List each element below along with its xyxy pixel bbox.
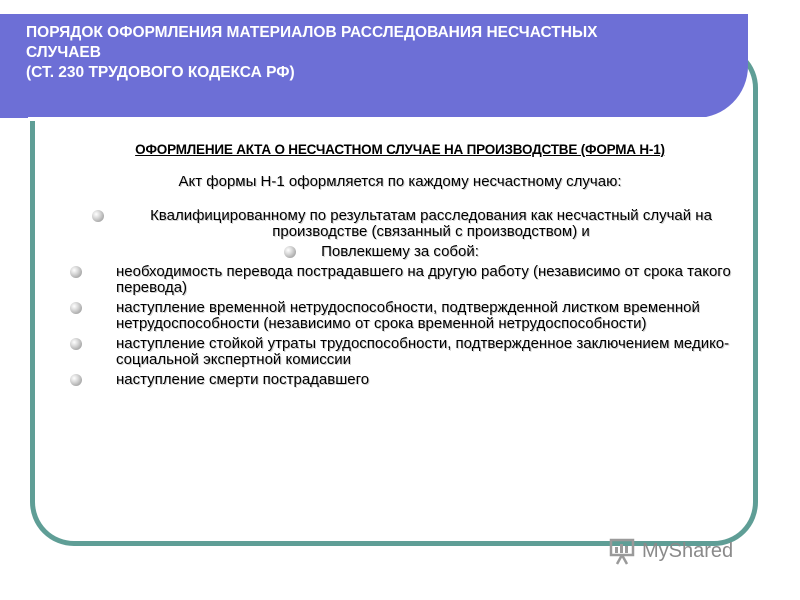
list-item (40, 244, 760, 260)
page-title (26, 23, 716, 83)
intro-text: Акт формы Н-1 оформляется по каждому несчастному случаю: (178, 173, 622, 190)
list-item-text: необходимость перевода пострадавшего на другую работу (независимо от срока такого перевода) (116, 263, 731, 296)
myshared-logo[interactable] (608, 536, 733, 566)
list-item-text: наступление временной нетрудоспособности, подтвержденной листком временной нетрудоспособности (независимо от срока временной нетрудоспособности) (116, 299, 700, 332)
list-item (40, 372, 736, 388)
list-item (40, 300, 736, 332)
logo-text: MyShared (642, 539, 734, 562)
slide-content (40, 142, 760, 392)
list-item (40, 336, 736, 368)
title-line-1: ПОРЯДОК ОФОРМЛЕНИЯ МАТЕРИАЛОВ РАССЛЕДОВАНИЯ НЕСЧАСТНЫХ (26, 24, 598, 41)
list-item-text: Квалифицированному по результатам расследования как несчастный случай на производстве (связанный с производством) и (150, 207, 712, 240)
list-item-text: наступление стойкой утраты трудоспособности, подтвержденное заключением медико-социальной экспертной комиссии (116, 335, 730, 368)
bullet-icon (70, 374, 82, 386)
list-item-text: наступление смерти пострадавшего (116, 371, 370, 388)
bullet-icon (70, 266, 82, 278)
list-item (40, 264, 736, 296)
bullet-list (40, 208, 760, 388)
bullet-icon (92, 210, 104, 222)
bullet-icon (70, 338, 82, 350)
header-banner (0, 14, 748, 118)
title-line-3: (СТ. 230 ТРУДОВОГО КОДЕКСА РФ) (26, 64, 295, 81)
presentation-board-icon (608, 536, 638, 566)
list-item (40, 208, 760, 240)
title-line-2: СЛУЧАЕВ (26, 44, 101, 61)
list-item-text: Повлекшему за собой: (321, 243, 479, 260)
section-title: ОФОРМЛЕНИЕ АКТА О НЕСЧАСТНОМ СЛУЧАЕ НА ПРОИЗВОДСТВЕ (ФОРМА Н-1) (135, 142, 665, 157)
bullet-icon (70, 302, 82, 314)
header-divider (28, 117, 708, 121)
bullet-icon (284, 246, 296, 258)
